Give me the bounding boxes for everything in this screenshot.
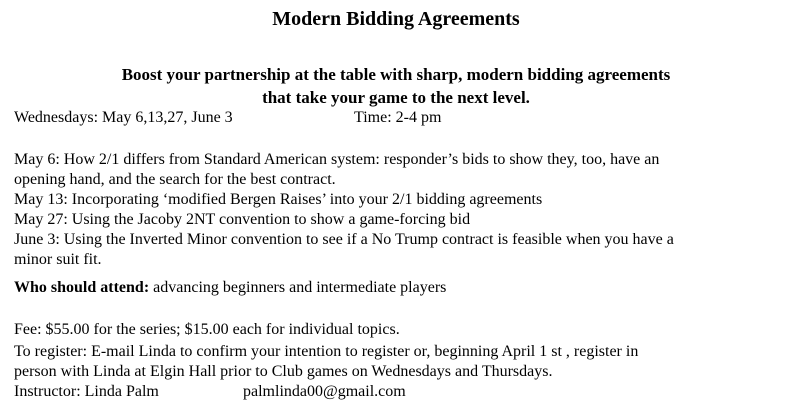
topic-line: May 6: How 2/1 differs from Standard American system: responder’s bids to show they, too, have an xyxy=(14,151,660,168)
audience-value: advancing beginners and intermediate players xyxy=(149,279,447,296)
document-title: Modern Bidding Agreements xyxy=(272,8,520,30)
instructor-line xyxy=(14,382,406,402)
topic-line: May 13: Incorporating ‘modified Bergen Raises’ into your 2/1 bidding agreements xyxy=(14,191,543,208)
instructor-name: Instructor: Linda Palm xyxy=(14,383,159,400)
subtitle-line-1: Boost your partnership at the table with sharp, modern bidding agreements xyxy=(121,65,671,84)
topic-line: May 27: Using the Jacoby 2NT convention to show a game-forcing bid xyxy=(14,211,471,228)
topic-line: June 3: Using the Inverted Minor convention to see if a No Trump contract is feasible when you have a xyxy=(14,231,674,248)
fee-line: Fee: $55.00 for the series; $15.00 each for individual topics. xyxy=(14,321,400,338)
topic-line: opening hand, and the search for the best contract. xyxy=(14,171,336,188)
schedule-days: Wednesdays: May 6,13,27, June 3 xyxy=(14,109,233,126)
schedule-line xyxy=(14,108,442,128)
audience-label: Who should attend: xyxy=(14,279,150,296)
schedule-time: Time: 2-4 pm xyxy=(354,109,442,126)
register-line: person with Linda at Elgin Hall prior to Club games on Wednesdays and Thursdays. xyxy=(14,363,553,380)
topic-line: minor suit fit. xyxy=(14,251,102,268)
register-line: To register: E-mail Linda to confirm your intention to register or, beginning April 1 st , register in xyxy=(14,343,639,360)
audience-line xyxy=(14,278,446,298)
subtitle-line-2: that take your game to the next level. xyxy=(262,88,530,107)
instructor-email: palmlinda00@gmail.com xyxy=(243,383,406,400)
